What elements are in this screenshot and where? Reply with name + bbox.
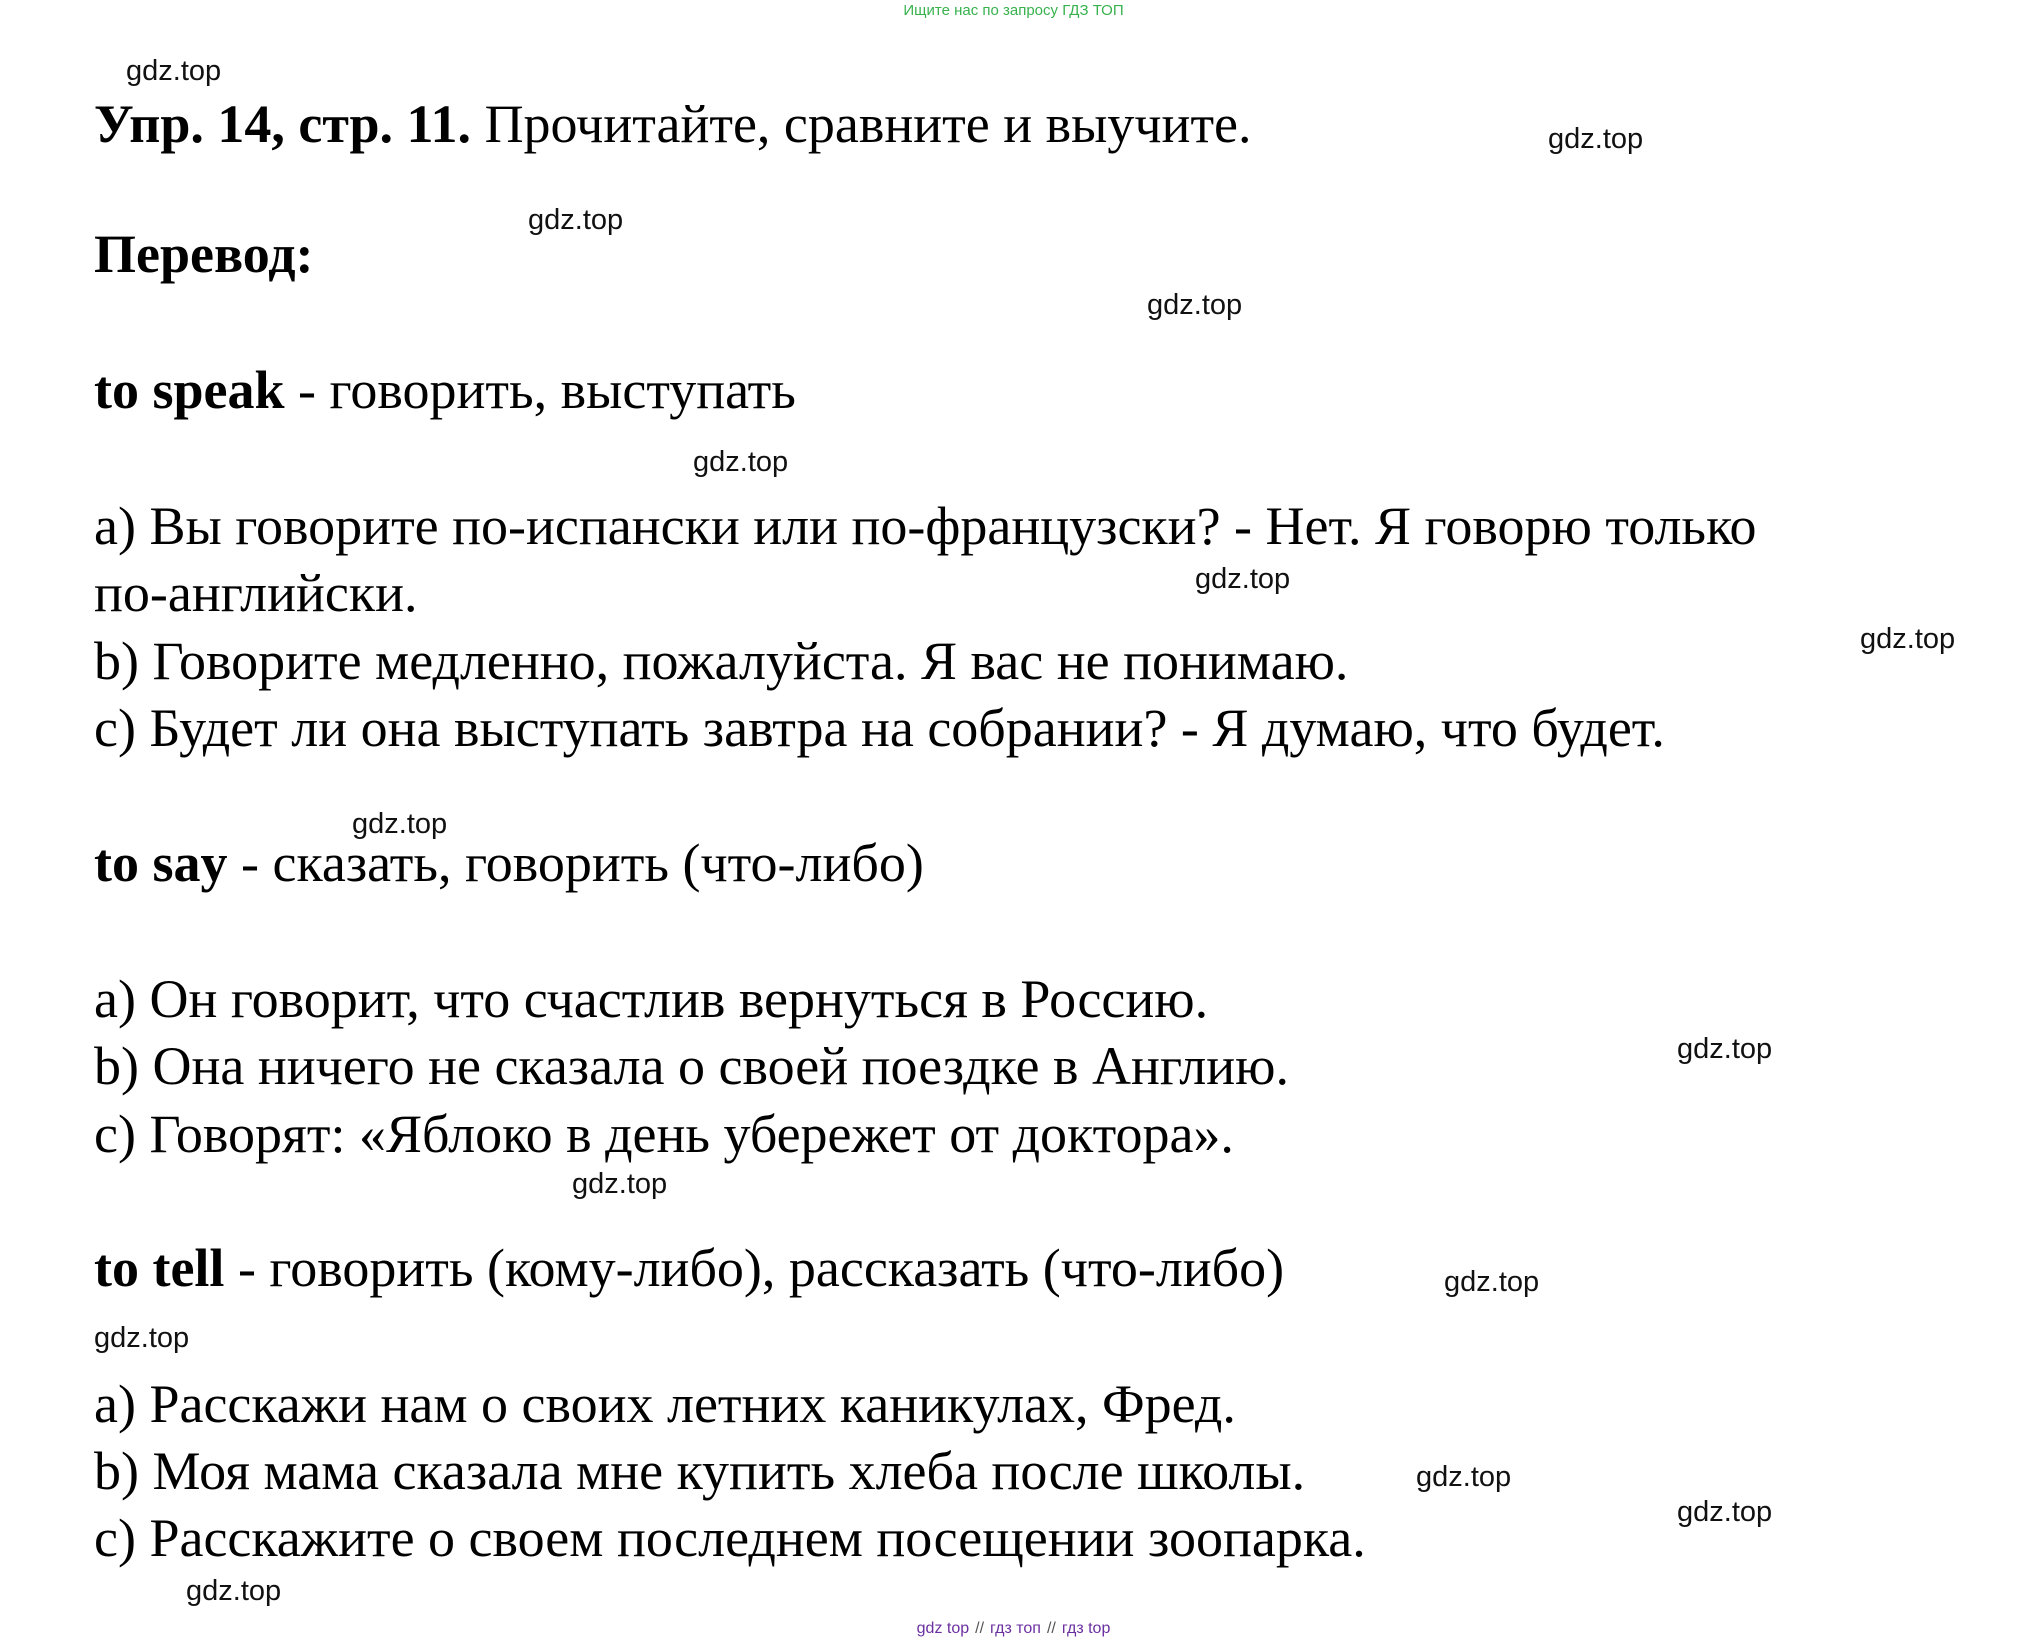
watermark: gdz.top [1147, 289, 1243, 321]
exercise-number: Упр. 14, стр. 11. [94, 94, 472, 154]
watermark: gdz.top [186, 1575, 282, 1607]
footer-link[interactable]: gdz top [916, 1620, 970, 1637]
say-meaning: - сказать, говорить (что-либо) [227, 833, 924, 893]
say-term-line [94, 831, 924, 895]
watermark: gdz.top [1548, 123, 1644, 155]
tell-term: to tell [94, 1238, 225, 1298]
footer-separator: // [975, 1620, 985, 1637]
watermark: gdz.top [1677, 1496, 1773, 1528]
speak-meaning: - говорить, выступать [284, 360, 796, 420]
footer-links [0, 1619, 2027, 1639]
exercise-heading [94, 92, 1252, 156]
say-example-b: b) Она ничего не сказала о своей поездке в Англию. [94, 1036, 1289, 1096]
speak-example-b: b) Говорите медленно, пожалуйста. Я вас не понимаю. [94, 631, 1349, 691]
speak-term-line [94, 358, 796, 422]
tell-meaning: - говорить (кому-либо), рассказать (что-либо) [224, 1238, 1285, 1298]
speak-example-a-cont: по-английски. [94, 563, 418, 623]
say-example-c: c) Говорят: «Яблоко в день убережет от доктора». [94, 1104, 1234, 1164]
watermark: gdz.top [1416, 1461, 1512, 1493]
tell-example-b: b) Моя мама сказала мне купить хлеба после школы. [94, 1441, 1306, 1501]
footer-link[interactable]: гдз топ [990, 1620, 1041, 1637]
watermark: gdz.top [126, 55, 222, 87]
watermark: gdz.top [1195, 563, 1291, 595]
speak-term: to speak [94, 360, 285, 420]
footer-separator: // [1046, 1620, 1056, 1637]
speak-example-c: c) Будет ли она выступать завтра на собрании? - Я думаю, что будет. [94, 698, 1665, 758]
tell-example-a: a) Расскажи нам о своих летних каникулах, Фред. [94, 1374, 1236, 1434]
speak-example-a: a) Вы говорите по-испански или по-французски? - Нет. Я говорю только [94, 496, 1757, 556]
footer-link[interactable]: гдз top [1061, 1620, 1111, 1637]
watermark: gdz.top [94, 1322, 190, 1354]
exercise-instruction: Прочитайте, сравните и выучите. [471, 94, 1252, 154]
search-banner-link[interactable]: Ищите нас по запросу ГДЗ ТОП [903, 2, 1124, 19]
say-term: to say [94, 833, 228, 893]
say-example-a: a) Он говорит, что счастлив вернуться в Россию. [94, 969, 1209, 1029]
watermark: gdz.top [1444, 1266, 1540, 1298]
watermark: gdz.top [693, 446, 789, 478]
watermark: gdz.top [1860, 623, 1956, 655]
tell-term-line [94, 1236, 1284, 1300]
watermark: gdz.top [1677, 1033, 1773, 1065]
watermark: gdz.top [528, 204, 624, 236]
tell-example-c: c) Расскажите о своем последнем посещении зоопарка. [94, 1508, 1366, 1568]
watermark: gdz.top [572, 1168, 668, 1200]
watermark: gdz.top [352, 808, 448, 840]
translation-label: Перевод: [94, 224, 314, 284]
